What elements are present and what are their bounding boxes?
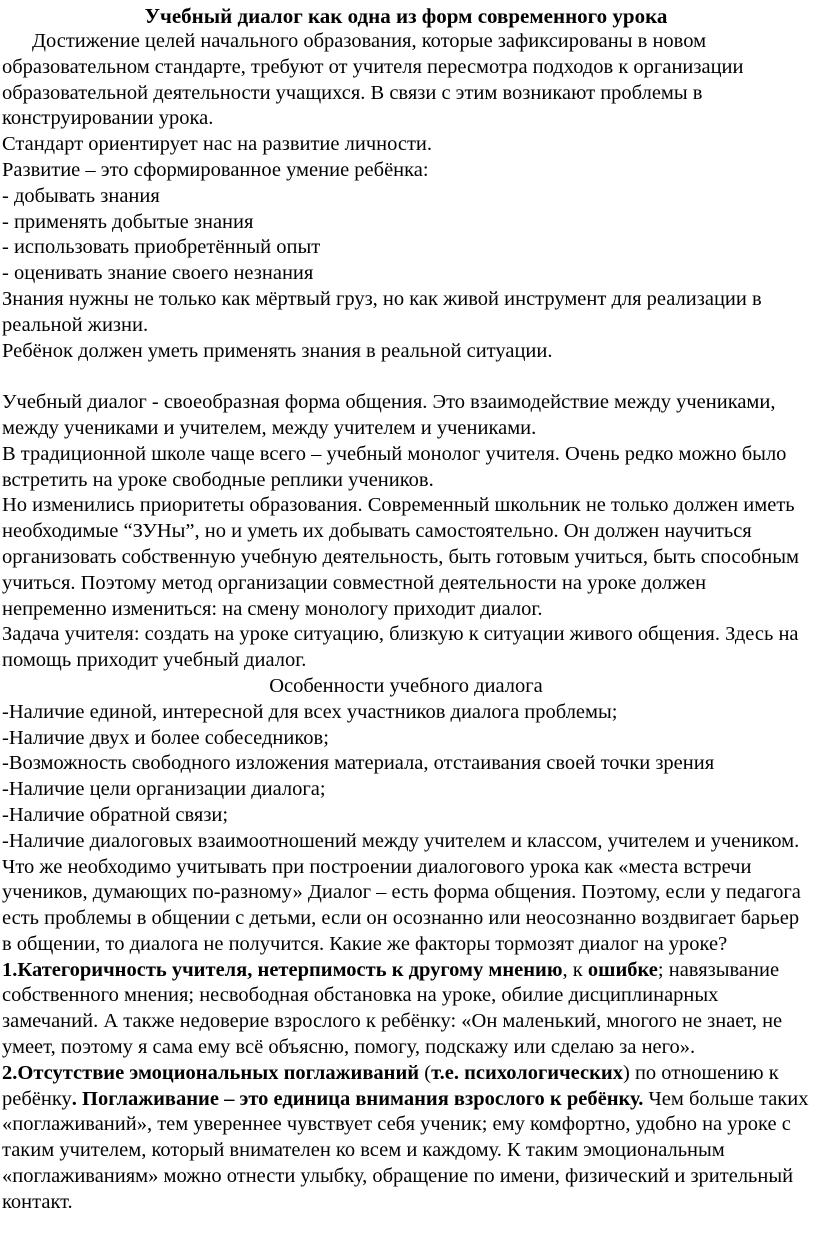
consider-paragraph: Что же необходимо учитывать при построении диалогового урока как «места встречи учеников, думающих по-разному» Диалог – есть форма общения. Поэтому, если у педагога есть проблемы в общении с детьми, если он осознанно или неосознанно воздвигает барьер в общении, то диалога не получится. Какие же факторы тормозят диалог на уроке? xyxy=(2,855,801,955)
knowledge-paragraph: Знания нужны не только как мёртвый груз, но как живой инструмент для реализации в реальной жизни. xyxy=(2,287,762,336)
skill-item: - использовать приобретённый опыт xyxy=(2,236,321,259)
factor-1-bold-heading: 1.Категоричность учителя, нетерпимость к другому мнению xyxy=(2,958,563,981)
factor-1-text: , к xyxy=(562,958,588,981)
feature-item: -Наличие диалоговых взаимоотношений между учителем и классом, учителем и учеником. xyxy=(2,829,800,852)
factor-2-bold-parenthetical: т.е. психологических xyxy=(431,1061,623,1084)
teacher-task-paragraph: Задача учителя: создать на уроке ситуацию, близкую к ситуации живого общения. Здесь на помощь приходит учебный диалог. xyxy=(2,623,799,672)
feature-item: -Возможность свободного изложения материала, отстаивания своей точки зрения xyxy=(2,752,715,775)
feature-item: -Наличие обратной связи; xyxy=(2,803,229,826)
dialog-definition-paragraph: Учебный диалог - своеобразная форма общения. Это взаимодействие между учениками, между учениками и учителем, между учителем и учениками. xyxy=(2,391,776,439)
factor-1-bold-word: ошибке xyxy=(587,958,658,981)
priorities-paragraph: Но изменились приоритеты образования. Современный школьник не только должен иметь необходимые “ЗУНы”, но и уметь их добывать самостоятельно. Он должен научиться организовать собственную учебную деятельность, быть готовым учиться, быть способным учиться. Поэтому метод организации совместной деятельности на уроке должен непременно измениться: на смену монологу приходит диалог. xyxy=(2,494,800,620)
development-paragraph: Развитие – это сформированное умение ребёнка: xyxy=(2,158,429,181)
factor-2-paragraph xyxy=(2,1061,810,1216)
factor-1-paragraph xyxy=(2,958,810,1061)
factor-2-text: ) по отношению к ребёнку xyxy=(2,1061,779,1110)
factor-2-bold-heading: 2.Отсутствие эмоциональных поглаживаний xyxy=(2,1061,420,1084)
traditional-school-paragraph: В традиционной школе чаще всего – учебный монолог учителя. Очень редко можно было встретить на уроке свободные реплики учеников. xyxy=(2,442,787,491)
feature-item: -Наличие двух и более собеседников; xyxy=(2,726,329,749)
feature-item: -Наличие цели организации диалога; xyxy=(2,778,326,801)
standard-paragraph: Стандарт ориентирует нас на развитие личности. xyxy=(2,133,433,156)
skill-item: - оценивать знание своего незнания xyxy=(2,262,314,285)
skill-item: - применять добытые знания xyxy=(2,210,254,233)
skill-item: - добывать знания xyxy=(2,184,160,207)
blank-line xyxy=(2,364,810,390)
factor-2-bold-definition: . Поглаживание – это единица внимания взрослого к ребёнку. xyxy=(71,1087,644,1110)
factor-1-text: ; навязывание собственного мнения; несвободная обстановка на уроке, обилие дисциплинарных замечаний. А также недоверие взрослого к ребёнку: «Он маленький, многого не знает, не умеет, поэтому я сама ему всё объясню, помогу, подскажу или сделаю за него». xyxy=(2,958,783,1059)
factor-2-text: Чем больше таких «поглаживаний», тем увереннее чувствует себя ученик; ему комфортно, удобно на уроке с таким учителем, который внимателен ко всем и каждому. К таким эмоциональным «поглаживаниям» можно отнести улыбку, обращение по имени, физический и зрительный контакт. xyxy=(2,1087,809,1213)
feature-item: -Наличие единой, интересной для всех участников диалога проблемы; xyxy=(2,700,618,723)
document-title: Учебный диалог как одна из форм современного урока xyxy=(144,4,668,28)
child-paragraph: Ребёнок должен уметь применять знания в реальной ситуации. xyxy=(2,339,553,362)
factor-2-text: ( xyxy=(419,1061,432,1084)
features-heading: Особенности учебного диалога xyxy=(269,674,543,697)
intro-paragraph: Достижение целей начального образования, которые зафиксированы в новом образовательном стандарте, требуют от учителя пересмотра подходов к организации образовательной деятельности учащихся. В связи с этим возникают проблемы в конструировании урока. xyxy=(2,30,744,130)
